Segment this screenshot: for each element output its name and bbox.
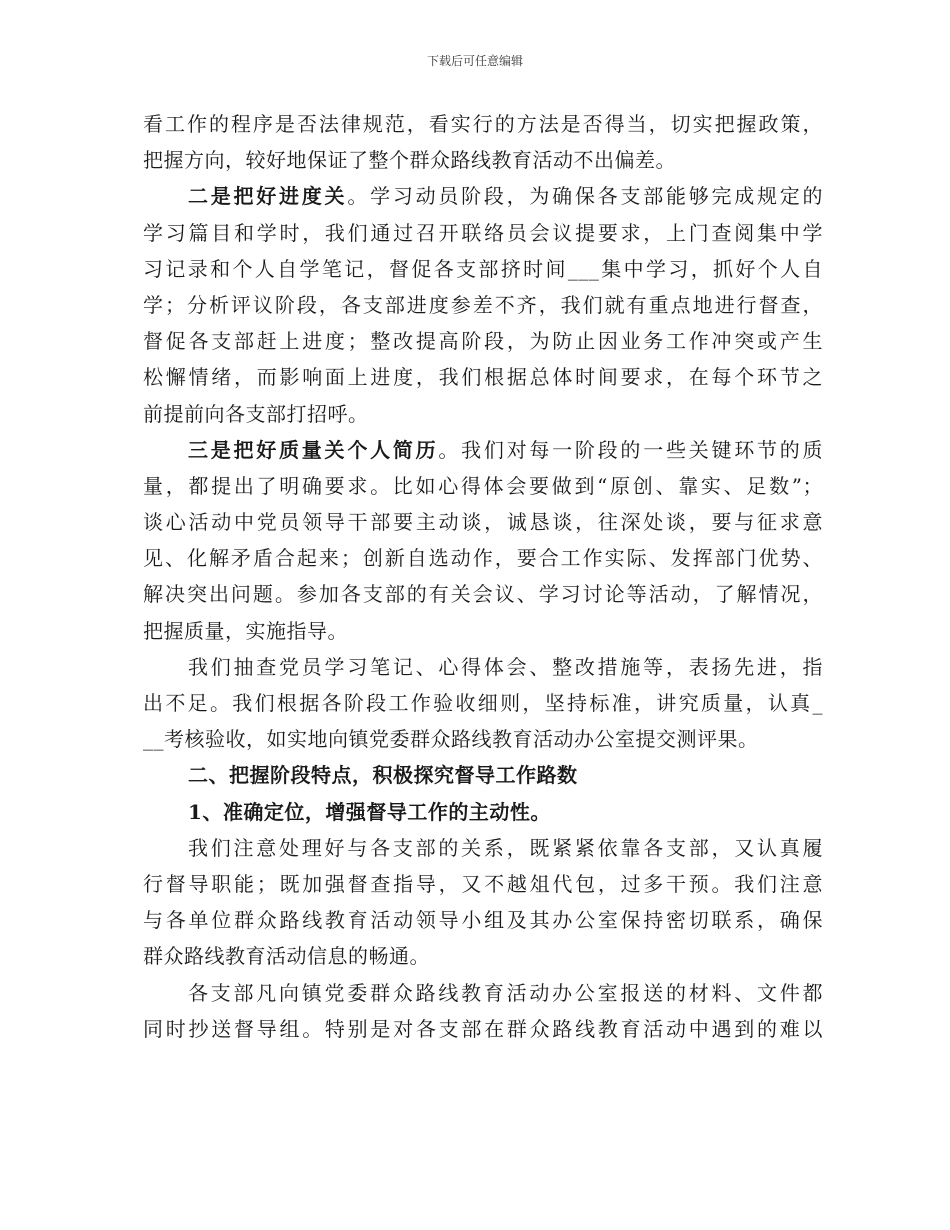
text-line: 见、化解矛盾合起来；创新自选动作，要合工作实际、发挥部门优势、 — [143, 546, 823, 571]
text-line: 各支部凡向镇党委群众路线教育活动办公室报送的材料、文件都 — [188, 980, 823, 1005]
text-line: 谈心活动中党员领导干部要主动谈，诚恳谈，往深处谈，要与征求意 — [143, 510, 823, 535]
text-line: 我们注意处理好与各支部的关系，既紧紧依靠各支部，又认真履 — [188, 835, 823, 860]
text-line: 行督导职能；既加强督查指导，又不越俎代包，过多干预。我们注意 — [143, 871, 823, 896]
text-line: 与各单位群众路线教育活动领导小组及其办公室保持密切联系，确保 — [143, 908, 823, 933]
text-line: 解决突出问题。参加各支部的有关会议、学习讨论等活动，了解情况， — [143, 582, 823, 607]
text-line: 学；分析评议阶段，各支部进度参差不齐，我们就有重点地进行督查， — [143, 292, 823, 317]
text-line: 量，都提出了明确要求。比如心得体会要做到“原创、靠实、足数”； — [143, 473, 823, 498]
text-line: 把握质量，实施指导。 — [143, 618, 348, 643]
paragraph-text: 。我们对每一阶段的一些关键环节的质 — [438, 437, 824, 462]
paragraph-text: 。学习动员阶段，为确保各支部能够完成规定的 — [347, 184, 824, 209]
text-line: 同时抄送督导组。特别是对各支部在群众路线教育活动中遇到的难以 — [143, 1016, 823, 1041]
text-line: 学习篇目和学时，我们通过召开联络员会议提要求，上门查阅集中学 — [143, 220, 823, 245]
text-line: 群众路线教育活动信息的畅通。 — [143, 944, 430, 969]
document-body — [143, 106, 823, 1047]
text-line: 看工作的程序是否法律规范，看实行的方法是否得当，切实把握政策， — [143, 112, 823, 136]
page-header-note: 下载后可任意编辑 — [426, 54, 523, 68]
subsection-heading: 1、准确定位，增强督导工作的主动性。 — [188, 799, 551, 824]
paragraph-first-line — [143, 432, 823, 468]
paragraph-lead-bold: 二是把好进度关 — [188, 184, 348, 209]
text-line: 习记录和个人自学笔记，督促各支部挤时间___集中学习，抓好个人自 — [143, 256, 823, 281]
text-line: 松懈情绪，而影响面上进度，我们根据总体时间要求，在每个环节之 — [143, 365, 823, 390]
paragraph-first-line — [143, 178, 823, 214]
text-line: 我们抽查党员学习笔记、心得体会、整改措施等，表扬先进，指 — [188, 654, 823, 679]
text-line: 把握方向，较好地保证了整个群众路线教育活动不出偏差。 — [143, 148, 676, 173]
paragraph-lead-bold: 三是把好质量关个人简历 — [188, 437, 439, 462]
text-line: __考核验收，如实地向镇党委群众路线教育活动办公室提交测评果。 — [143, 727, 759, 752]
text-line: 出不足。我们根据各阶段工作验收细则，坚持标准，讲究质量，认真_ — [143, 691, 823, 715]
text-line: 前提前向各支部打招呼。 — [143, 401, 369, 426]
section-heading: 二、把握阶段特点，积极探究督导工作路数 — [188, 763, 578, 788]
text-line: 督促各支部赶上进度；整改提高阶段，为防止因业务工作冲突或产生 — [143, 329, 823, 354]
